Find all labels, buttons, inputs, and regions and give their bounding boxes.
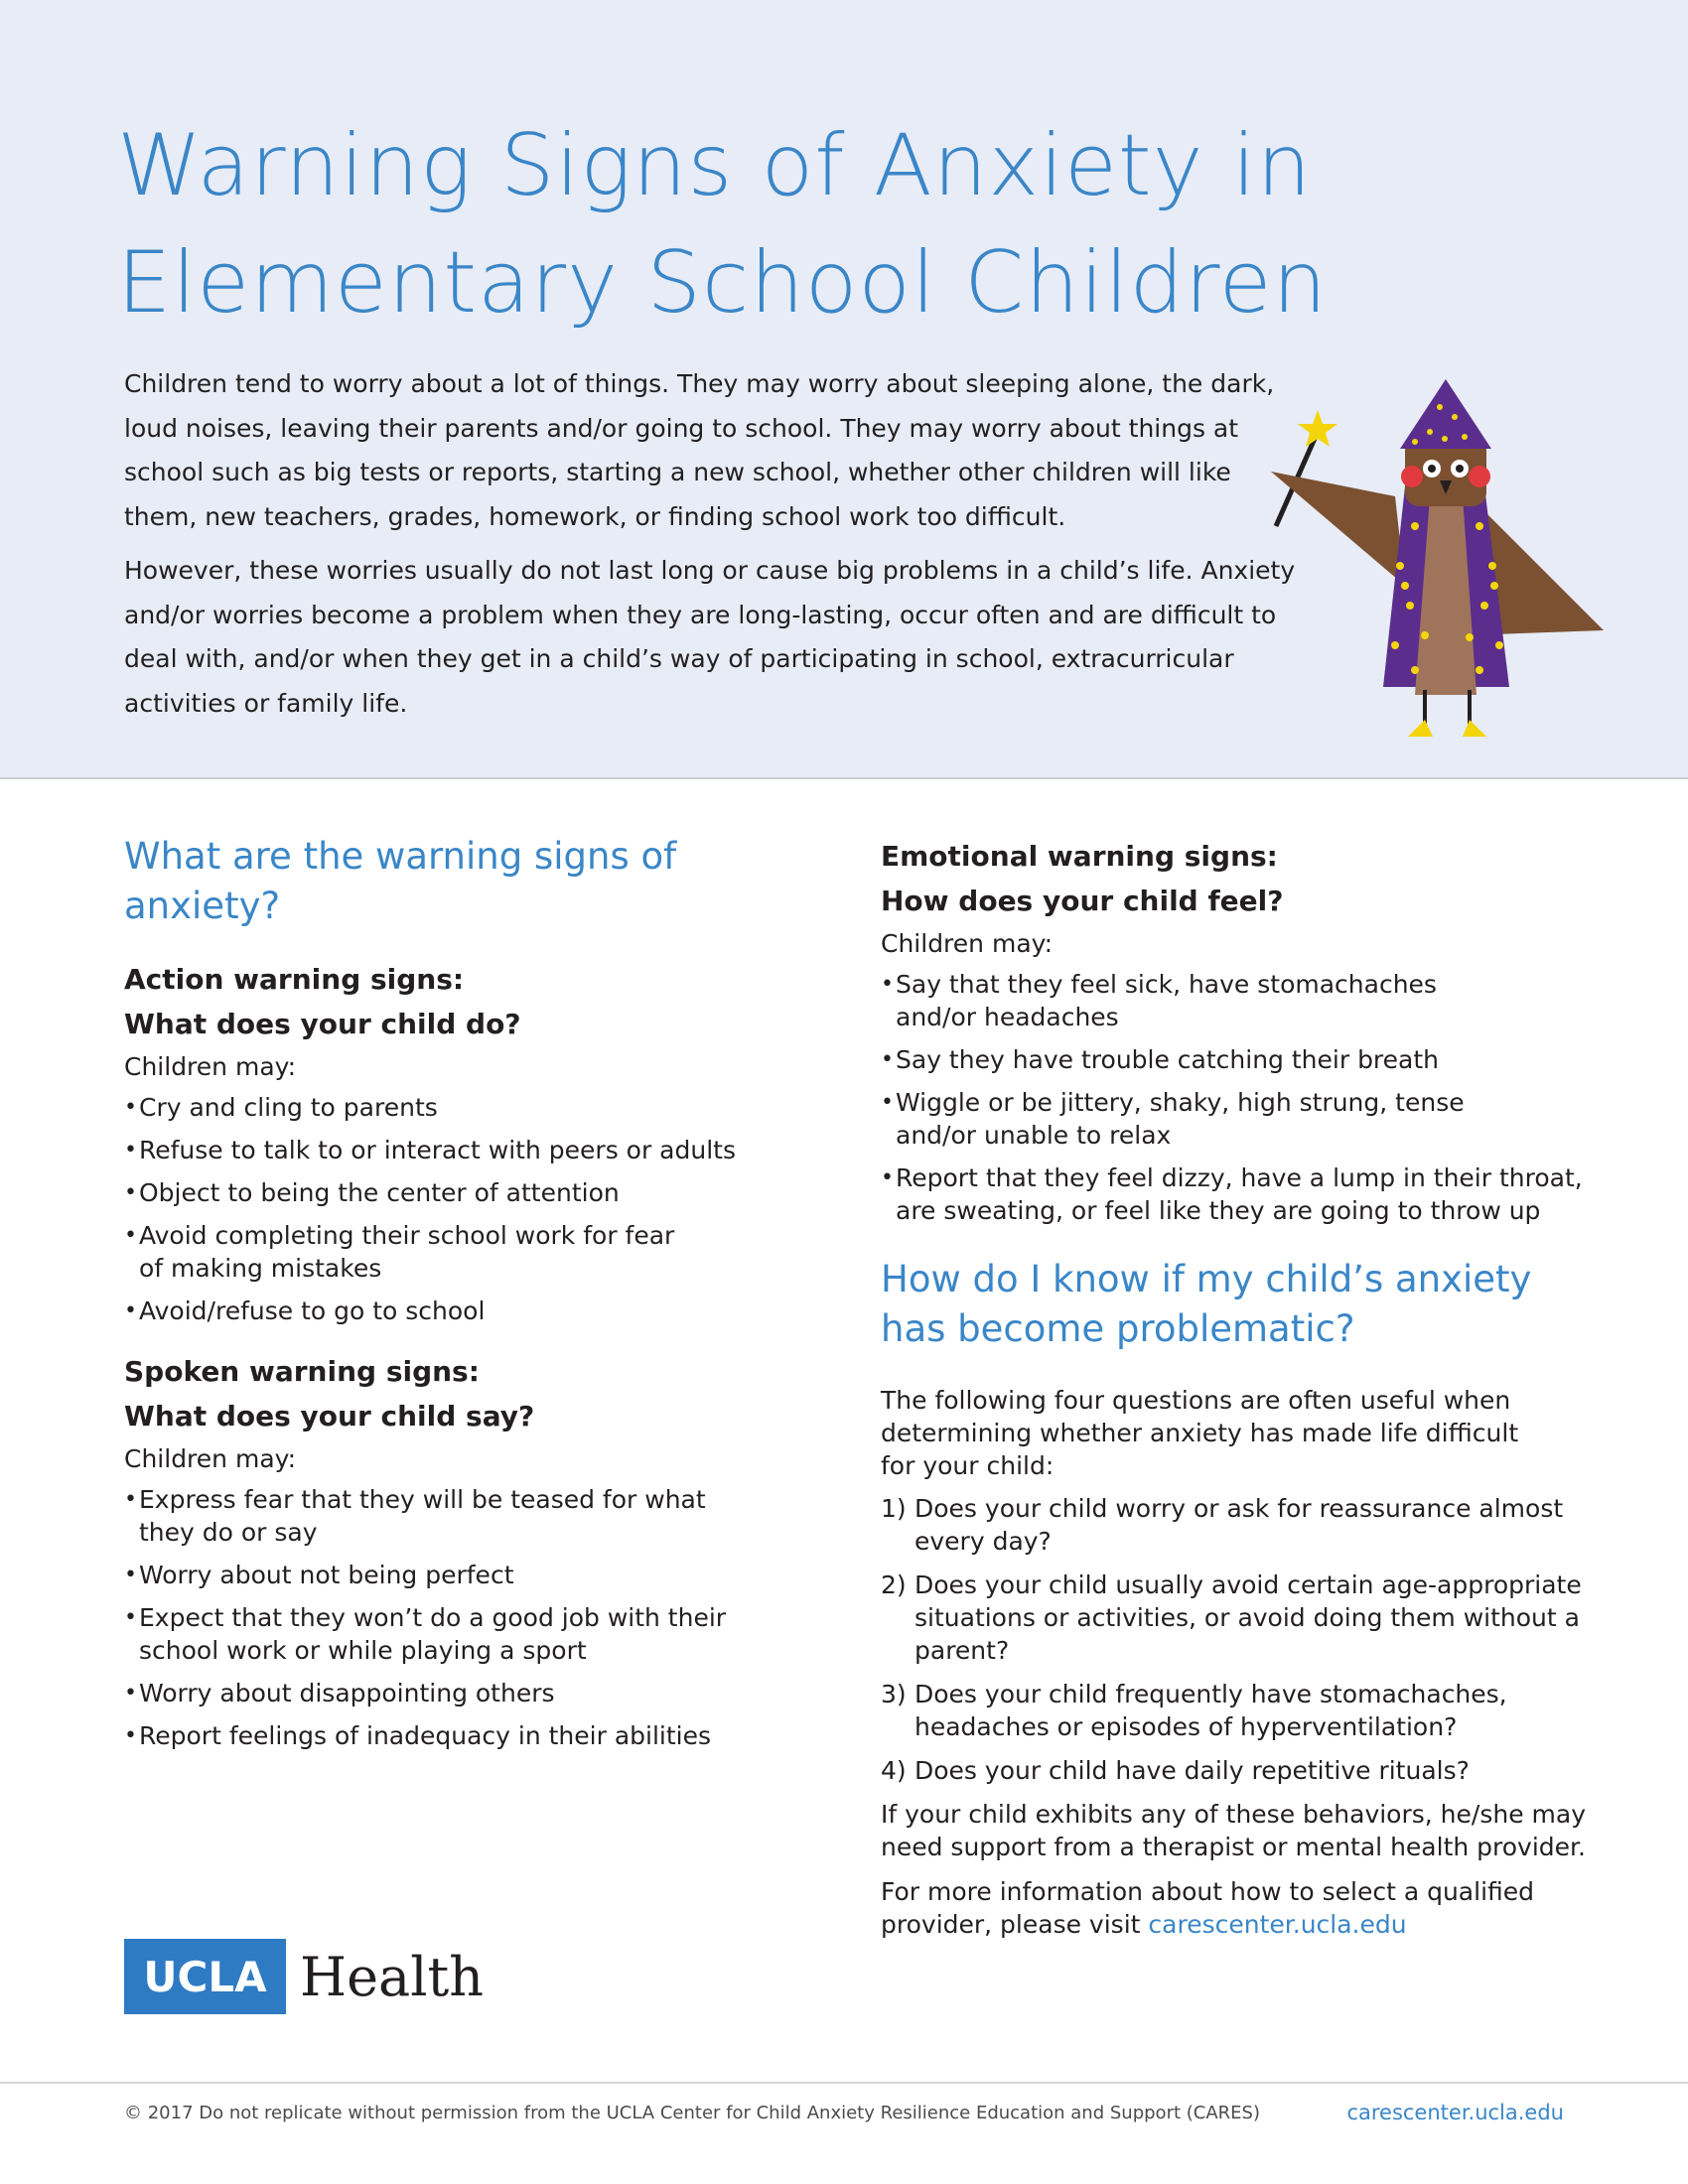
problematic-lead: The following four questions are often useful when determining whether anxiety has made life difficult for your child: (881, 1386, 1519, 1480)
list-item: • Refuse to talk to or interact with peers or adults (124, 1134, 839, 1166)
intro-paragraph-1: Children tend to worry about a lot of things. They may worry about sleeping alone, the dark, loud noises, leaving their parents and/or going to school. They may worry about things at school such as big tests or reports, starting a new school, whether other children will like them, new teachers, grades, homework, or finding school work too difficult. (124, 369, 1275, 531)
question-item (881, 1569, 1586, 1667)
list-item: • Avoid completing their school work for fear of making mistakes (124, 1219, 690, 1285)
list-item: • Say that they feel sick, have stomachaches and/or headaches (881, 968, 1437, 1033)
emotional-title: Emotional warning signs: (881, 840, 1278, 873)
logo-ucla-box: UCLA (124, 1939, 286, 2014)
wizard-owl-icon (1266, 377, 1604, 745)
cares-link[interactable]: carescenter.ucla.edu (1148, 1910, 1407, 1939)
list-item: • Wiggle or be jittery, shaky, high strung, tense and/or unable to relax (881, 1086, 1477, 1152)
question-number: 4) (881, 1756, 907, 1785)
spoken-lead: Children may: (124, 1444, 297, 1473)
list-item: • Report that they feel dizzy, have a lump in their throat, are sweating, or feel like they are going to throw up (881, 1161, 1586, 1227)
list-item: • Worry about not being perfect (124, 1559, 839, 1591)
spoken-list (124, 1483, 839, 1752)
question-item (881, 1754, 1596, 1787)
list-item: • Cry and cling to parents (124, 1091, 839, 1124)
action-subtitle: What does your child do? (124, 1008, 521, 1040)
emotional-list (881, 968, 1596, 1227)
spoken-title: Spoken warning signs: (124, 1355, 480, 1388)
list-item: • Say they have trouble catching their breath (881, 1043, 1596, 1076)
question-text: Does your child frequently have stomachaches, headaches or episodes of hyperventilation? (914, 1680, 1507, 1741)
ucla-health-logo (124, 1939, 484, 2014)
emotional-lead: Children may: (881, 929, 1054, 958)
right-column (881, 834, 1596, 1941)
spoken-section (124, 1349, 839, 1752)
warning-signs-heading: What are the warning signs of anxiety? (124, 835, 677, 927)
footer-link[interactable]: carescenter.ucla.edu (1346, 2101, 1564, 2124)
emotional-section (881, 834, 1596, 1227)
left-column (124, 832, 839, 1762)
spoken-subtitle: What does your child say? (124, 1400, 535, 1433)
footer-copyright: © 2017 Do not replicate without permission from the UCLA Center for Child Anxiety Resilience Education and Support (CARES) (124, 2103, 1260, 2123)
intro-text (124, 362, 1296, 736)
action-section (124, 957, 839, 1327)
question-number: 1) (881, 1494, 907, 1523)
question-item (881, 1492, 1576, 1558)
emotional-subtitle: How does your child feel? (881, 885, 1284, 917)
question-item (881, 1678, 1536, 1743)
title-line-1: Warning Signs of Anxiety in (117, 116, 1313, 215)
action-list (124, 1091, 839, 1327)
support-text: If your child exhibits any of these behaviors, he/she may need support from a therapist or mental health provider. (881, 1800, 1586, 1861)
question-number: 2) (881, 1570, 907, 1599)
action-lead: Children may: (124, 1052, 297, 1081)
list-item: • Worry about disappointing others (124, 1677, 839, 1709)
question-text: Does your child have daily repetitive rituals? (914, 1756, 1470, 1785)
question-number: 3) (881, 1680, 907, 1708)
logo-health-word: Health (300, 1945, 484, 2008)
question-text: Does your child worry or ask for reassurance almost every day? (914, 1494, 1564, 1556)
page-title (117, 107, 1408, 341)
action-title: Action warning signs: (124, 963, 465, 996)
title-line-2: Elementary School Children (117, 233, 1328, 333)
list-item: • Expect that they won’t do a good job with their school work or while playing a sport (124, 1601, 799, 1667)
list-item: • Object to being the center of attention (124, 1176, 839, 1209)
more-info-text (881, 1875, 1576, 1941)
list-item: • Avoid/refuse to go to school (124, 1295, 839, 1327)
question-list (881, 1492, 1596, 1787)
list-item: • Express fear that they will be teased for what they do or say (124, 1483, 750, 1549)
more-info-lead: For more information about how to select a qualified provider, please visit (881, 1877, 1535, 1939)
question-text: Does your child usually avoid certain age-appropriate situations or activities, or avoid doing them without a parent? (914, 1570, 1582, 1665)
problematic-heading: How do I know if my child’s anxiety has become problematic? (881, 1258, 1532, 1350)
list-item: • Report feelings of inadequacy in their abilities (124, 1719, 839, 1752)
footer-divider (0, 2082, 1688, 2084)
intro-paragraph-2: However, these worries usually do not last long or cause big problems in a child’s life. Anxiety and/or worries become a problem when they are long-lasting, occur often and are difficult to deal with, and/or when they get in a child’s way of participating in school, extracurricular activities or family life. (124, 556, 1296, 718)
